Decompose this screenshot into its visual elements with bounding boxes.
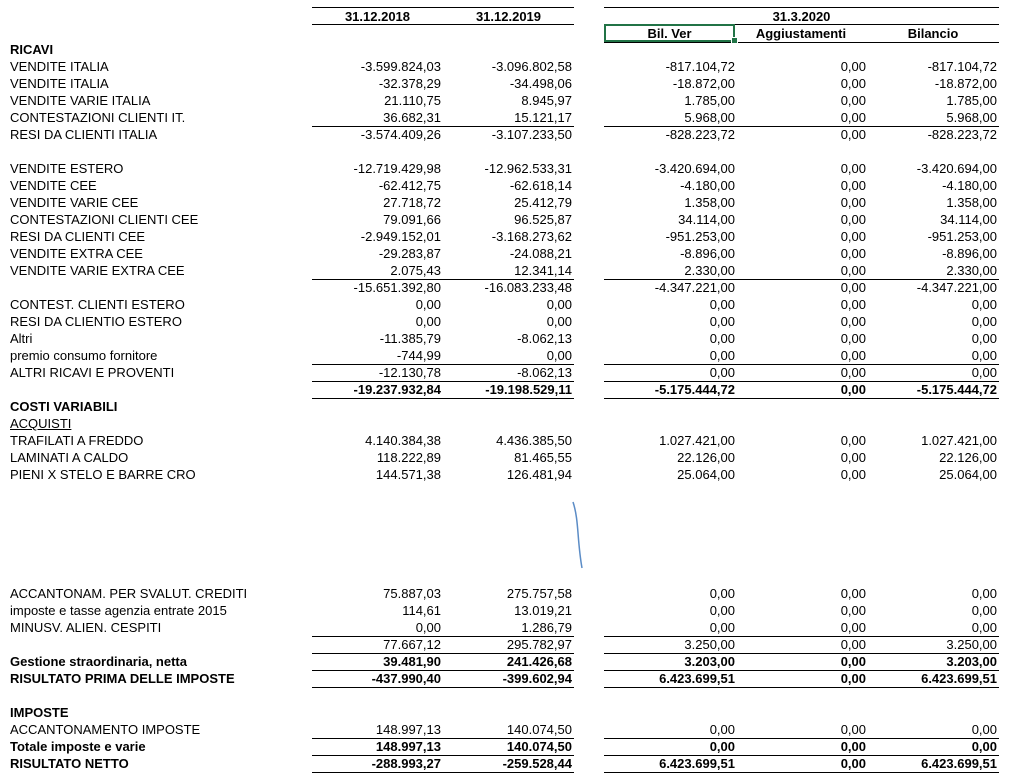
cell-value[interactable]: 77.667,12 <box>383 637 441 652</box>
cell-value[interactable]: -3.420.694,00 <box>654 161 735 176</box>
cell-value[interactable]: 0,00 <box>840 586 866 601</box>
header-top-border-2 <box>604 7 999 8</box>
cell-value[interactable]: 81.465,55 <box>514 450 572 465</box>
cell-value[interactable]: 241.426,68 <box>506 654 572 669</box>
cell-value[interactable]: 0,00 <box>709 739 735 754</box>
cell-value[interactable]: 126.481,94 <box>506 467 572 482</box>
cell-value[interactable]: 79.091,66 <box>383 212 441 227</box>
col-header-period[interactable]: 31.3.2020 <box>772 9 831 24</box>
cell-value[interactable]: -2.949.152,01 <box>360 229 441 244</box>
cell-value[interactable]: 0,00 <box>546 297 572 312</box>
cell-value[interactable]: 0,00 <box>415 620 441 635</box>
cell-value[interactable]: -16.083.233,48 <box>484 280 572 295</box>
row-label[interactable]: Totale imposte e varie <box>10 739 146 754</box>
cell-value[interactable]: -399.602,94 <box>502 671 572 686</box>
cell-value[interactable]: 0,00 <box>840 671 866 686</box>
cell-value[interactable]: -5.175.444,72 <box>916 382 997 397</box>
cell-value[interactable]: -259.528,44 <box>502 756 572 771</box>
cell-value[interactable]: 6.423.699,51 <box>921 756 997 771</box>
cell-value[interactable]: 34.114,00 <box>678 212 735 227</box>
cell-value[interactable]: 0,00 <box>971 722 997 737</box>
cell-border-line <box>312 687 574 688</box>
cell-value[interactable]: 0,00 <box>840 637 866 652</box>
cell-value[interactable]: 0,00 <box>840 76 866 91</box>
cell-value[interactable]: 22.126,00 <box>939 450 997 465</box>
row-label[interactable]: VENDITE ITALIA <box>10 76 109 91</box>
cell-value[interactable]: 0,00 <box>971 348 997 363</box>
cell-border-line <box>604 687 999 688</box>
cell-value[interactable]: 3.203,00 <box>946 654 997 669</box>
cell-value[interactable]: 12.341,14 <box>514 263 572 278</box>
cell-value[interactable]: 0,00 <box>709 331 735 346</box>
cell-value[interactable]: 148.997,13 <box>375 722 441 737</box>
cell-value[interactable]: 1.286,79 <box>521 620 572 635</box>
row-label[interactable]: TRAFILATI A FREDDO <box>10 433 144 448</box>
cell-value[interactable]: 5.968,00 <box>946 110 997 125</box>
cell-value[interactable]: 0,00 <box>546 348 572 363</box>
cell-value[interactable]: 0,00 <box>840 263 866 278</box>
cell-value[interactable]: 6.423.699,51 <box>659 756 735 771</box>
row-label[interactable]: VENDITE CEE <box>10 178 97 193</box>
cell-value[interactable]: 4.140.384,38 <box>365 433 441 448</box>
row-label[interactable]: ALTRI RICAVI E PROVENTI <box>10 365 175 380</box>
row-label[interactable]: imposte e tasse agenzia entrate 2015 <box>10 603 227 618</box>
cell-value[interactable]: 0,00 <box>840 297 866 312</box>
cell-value[interactable]: -8.062,13 <box>517 365 572 380</box>
cell-value[interactable]: -3.168.273,62 <box>491 229 572 244</box>
cell-value[interactable]: -4.347.221,00 <box>654 280 735 295</box>
cell-value[interactable]: 0,00 <box>840 433 866 448</box>
cell-value[interactable]: -18.872,00 <box>934 76 997 91</box>
cell-value[interactable]: 275.757,58 <box>506 586 572 601</box>
cell-value[interactable]: 118.222,89 <box>376 450 441 465</box>
cell-value[interactable]: -12.130,78 <box>378 365 441 380</box>
row-label[interactable]: RESI DA CLIENTIO ESTERO <box>10 314 182 329</box>
cell-value[interactable]: 96.525,87 <box>514 212 572 227</box>
cell-value[interactable]: 2.330,00 <box>946 263 997 278</box>
cell-value[interactable]: -3.420.694,00 <box>916 161 997 176</box>
row-label[interactable]: ACQUISTI <box>10 416 72 431</box>
row-label[interactable]: RISULTATO NETTO <box>10 756 129 771</box>
cell-value[interactable]: 25.412,79 <box>514 195 572 210</box>
cell-value[interactable]: 0,00 <box>840 603 866 618</box>
cell-value[interactable]: 1.027.421,00 <box>659 433 735 448</box>
cell-value[interactable]: 1.358,00 <box>684 195 735 210</box>
col-header-bil-ver[interactable]: Bil. Ver <box>647 26 692 41</box>
cell-value[interactable]: -34.498,06 <box>509 76 572 91</box>
row-label[interactable]: RESI DA CLIENTI ITALIA <box>10 127 158 142</box>
cell-value[interactable]: -62.412,75 <box>378 178 441 193</box>
cell-value[interactable]: 6.423.699,51 <box>921 671 997 686</box>
cell-value[interactable]: 0,00 <box>840 280 866 295</box>
cell-value[interactable]: 0,00 <box>971 603 997 618</box>
cell-value[interactable]: 0,00 <box>709 314 735 329</box>
cell-value[interactable]: -3.107.233,50 <box>491 127 572 142</box>
cell-value[interactable]: -828.223,72 <box>927 127 997 142</box>
cell-value[interactable]: -19.198.529,11 <box>485 382 572 397</box>
subheader-bottom-border <box>604 42 999 43</box>
cell-value[interactable]: 0,00 <box>971 297 997 312</box>
cell-value[interactable]: 75.887,03 <box>383 586 441 601</box>
cell-value[interactable]: 0,00 <box>971 620 997 635</box>
row-label[interactable]: CONTESTAZIONI CLIENTI IT. <box>10 110 186 125</box>
cell-value[interactable]: -3.096.802,58 <box>491 59 572 74</box>
cell-value[interactable]: 114,61 <box>402 603 441 618</box>
cell-value[interactable]: 0,00 <box>840 127 866 142</box>
row-label[interactable]: PIENI X STELO E BARRE CRO <box>10 467 196 482</box>
cell-value[interactable]: -4.347.221,00 <box>916 280 997 295</box>
cell-value[interactable]: -32.378,29 <box>378 76 441 91</box>
cell-value[interactable]: 0,00 <box>840 178 866 193</box>
col-header-aggiustamenti[interactable]: Aggiustamenti <box>755 26 847 41</box>
cell-value[interactable]: -4.180,00 <box>680 178 735 193</box>
cell-value[interactable]: 25.064,00 <box>677 467 735 482</box>
cell-value[interactable]: 0,00 <box>840 365 866 380</box>
cell-value[interactable]: 0,00 <box>709 722 735 737</box>
row-label[interactable]: VENDITE VARIE EXTRA CEE <box>10 263 185 278</box>
cell-value[interactable]: 3.250,00 <box>684 637 735 652</box>
cell-value[interactable]: 0,00 <box>415 297 441 312</box>
cell-value[interactable]: 0,00 <box>971 739 997 754</box>
cell-value[interactable]: -817.104,72 <box>665 59 735 74</box>
cell-value[interactable]: 0,00 <box>546 314 572 329</box>
cell-value[interactable]: 34.114,00 <box>940 212 997 227</box>
cell-value[interactable]: 1.785,00 <box>684 93 735 108</box>
cell-value[interactable]: -29.283,87 <box>378 246 441 261</box>
cell-value[interactable]: -12.719.429,98 <box>353 161 441 176</box>
cell-value[interactable]: 13.019,21 <box>514 603 572 618</box>
cell-value[interactable]: 0,00 <box>709 620 735 635</box>
cell-value[interactable]: 4.436.385,50 <box>496 433 572 448</box>
cell-value[interactable]: -8.896,00 <box>942 246 997 261</box>
cell-value[interactable]: 0,00 <box>709 365 735 380</box>
cell-value[interactable]: -15.651.392,80 <box>353 280 441 295</box>
cell-value[interactable]: -828.223,72 <box>665 127 735 142</box>
row-label[interactable]: LAMINATI A CALDO <box>10 450 129 465</box>
cell-value[interactable]: 39.481,90 <box>383 654 441 669</box>
row-label[interactable]: MINUSV. ALIEN. CESPITI <box>10 620 162 635</box>
col-header-bilancio[interactable]: Bilancio <box>907 26 959 41</box>
cell-value[interactable]: -4.180,00 <box>942 178 997 193</box>
row-label[interactable]: VENDITE ESTERO <box>10 161 124 176</box>
cell-value[interactable]: 0,00 <box>840 93 866 108</box>
header-bottom-border <box>312 24 574 25</box>
cell-value[interactable]: 0,00 <box>840 450 866 465</box>
cell-value[interactable]: 36.682,31 <box>383 110 441 125</box>
cell-value[interactable]: -24.088,21 <box>509 246 572 261</box>
cell-value[interactable]: 0,00 <box>709 603 735 618</box>
cell-value[interactable]: -12.962.533,31 <box>484 161 572 176</box>
cell-value[interactable]: -817.104,72 <box>927 59 997 74</box>
cell-value[interactable]: 0,00 <box>840 314 866 329</box>
cell-value[interactable]: 6.423.699,51 <box>659 671 735 686</box>
header-top-border <box>312 7 574 8</box>
row-label[interactable]: ACCANTONAMENTO IMPOSTE <box>10 722 201 737</box>
cell-value[interactable]: 140.074,50 <box>506 722 572 737</box>
cell-value[interactable]: 0,00 <box>971 331 997 346</box>
cell-value[interactable]: -5.175.444,72 <box>654 382 735 397</box>
cell-value[interactable]: 144.571,38 <box>375 467 441 482</box>
cell-value[interactable]: 1.358,00 <box>946 195 997 210</box>
cell-value[interactable]: 0,00 <box>840 722 866 737</box>
cell-value[interactable]: 27.718,72 <box>383 195 441 210</box>
row-label[interactable]: premio consumo fornitore <box>10 348 158 363</box>
cell-value[interactable]: 0,00 <box>971 365 997 380</box>
cell-value[interactable]: 0,00 <box>840 110 866 125</box>
cell-value[interactable]: 0,00 <box>840 195 866 210</box>
cell-value[interactable]: -744,99 <box>396 348 441 363</box>
cell-value[interactable]: 0,00 <box>971 586 997 601</box>
row-label[interactable]: RESI DA CLIENTI CEE <box>10 229 146 244</box>
row-label[interactable]: IMPOSTE <box>10 705 69 720</box>
cell-value[interactable]: 295.782,97 <box>506 637 572 652</box>
cell-value[interactable]: 0,00 <box>840 212 866 227</box>
cell-value[interactable]: -18.872,00 <box>672 76 735 91</box>
cell-value[interactable]: 0,00 <box>840 348 866 363</box>
col-header-2018[interactable]: 31.12.2018 <box>344 9 411 24</box>
cell-value[interactable]: 25.064,00 <box>939 467 997 482</box>
cell-value[interactable]: 0,00 <box>840 331 866 346</box>
cell-value[interactable]: -8.062,13 <box>517 331 572 346</box>
row-label[interactable]: VENDITE VARIE ITALIA <box>10 93 151 108</box>
cell-value[interactable]: -951.253,00 <box>665 229 735 244</box>
cell-value[interactable]: 22.126,00 <box>677 450 735 465</box>
cell-value[interactable]: -437.990,40 <box>371 671 441 686</box>
cell-value[interactable]: 2.330,00 <box>684 263 735 278</box>
cell-border-line <box>312 398 574 399</box>
cell-value[interactable]: 5.968,00 <box>684 110 735 125</box>
row-label[interactable]: VENDITE EXTRA CEE <box>10 246 143 261</box>
cell-value[interactable]: 0,00 <box>415 314 441 329</box>
cell-selection[interactable] <box>604 24 735 42</box>
cell-value[interactable]: 0,00 <box>840 756 866 771</box>
cell-value[interactable]: -3.599.824,03 <box>360 59 441 74</box>
cell-value[interactable]: 0,00 <box>840 739 866 754</box>
cell-value[interactable]: 1.785,00 <box>946 93 997 108</box>
cell-value[interactable]: 0,00 <box>709 348 735 363</box>
cell-value[interactable]: -288.993,27 <box>371 756 441 771</box>
cell-value[interactable]: 0,00 <box>709 297 735 312</box>
row-label[interactable]: Altri <box>10 331 33 346</box>
cell-value[interactable]: 15.121,17 <box>514 110 572 125</box>
cell-value[interactable]: 148.997,13 <box>375 739 441 754</box>
row-label[interactable]: RISULTATO PRIMA DELLE IMPOSTE <box>10 671 235 686</box>
row-label[interactable]: CONTESTAZIONI CLIENTI CEE <box>10 212 199 227</box>
cell-value[interactable]: 1.027.421,00 <box>921 433 997 448</box>
cell-value[interactable]: 8.945,97 <box>521 93 572 108</box>
row-label[interactable]: CONTEST. CLIENTI ESTERO <box>10 297 185 312</box>
cell-value[interactable]: -3.574.409,26 <box>360 127 441 142</box>
row-label[interactable]: Gestione straordinaria, netta <box>10 654 187 669</box>
cell-value[interactable]: 0,00 <box>840 382 866 397</box>
cell-border-line <box>604 398 999 399</box>
row-label[interactable]: COSTI VARIABILI <box>10 399 118 414</box>
cell-value[interactable]: 2.075,43 <box>390 263 441 278</box>
cell-value[interactable]: 21.110,75 <box>384 93 441 108</box>
cell-value[interactable]: 140.074,50 <box>506 739 572 754</box>
row-label[interactable]: ACCANTONAM. PER SVALUT. CREDITI <box>10 586 248 601</box>
row-label[interactable]: VENDITE ITALIA <box>10 59 109 74</box>
cell-value[interactable]: 0,00 <box>971 314 997 329</box>
cell-value[interactable]: -8.896,00 <box>680 246 735 261</box>
cell-value[interactable]: 0,00 <box>840 467 866 482</box>
text-cursor-icon <box>567 500 589 570</box>
row-label[interactable]: VENDITE VARIE CEE <box>10 195 139 210</box>
cell-value[interactable]: -62.618,14 <box>509 178 572 193</box>
cell-value[interactable]: 0,00 <box>840 161 866 176</box>
fill-handle[interactable] <box>731 37 738 44</box>
cell-value[interactable]: -19.237.932,84 <box>353 382 441 397</box>
col-header-2019[interactable]: 31.12.2019 <box>475 9 542 24</box>
cell-value[interactable]: 3.250,00 <box>946 637 997 652</box>
cell-value[interactable]: 0,00 <box>840 620 866 635</box>
cell-value[interactable]: 0,00 <box>840 246 866 261</box>
cell-value[interactable]: 0,00 <box>709 586 735 601</box>
cell-value[interactable]: 0,00 <box>840 229 866 244</box>
cell-value[interactable]: -11.385,79 <box>379 331 441 346</box>
cell-value[interactable]: 0,00 <box>840 654 866 669</box>
cell-value[interactable]: 0,00 <box>840 59 866 74</box>
row-label[interactable]: RICAVI <box>10 42 54 57</box>
cell-value[interactable]: 3.203,00 <box>684 654 735 669</box>
cell-value[interactable]: -951.253,00 <box>927 229 997 244</box>
